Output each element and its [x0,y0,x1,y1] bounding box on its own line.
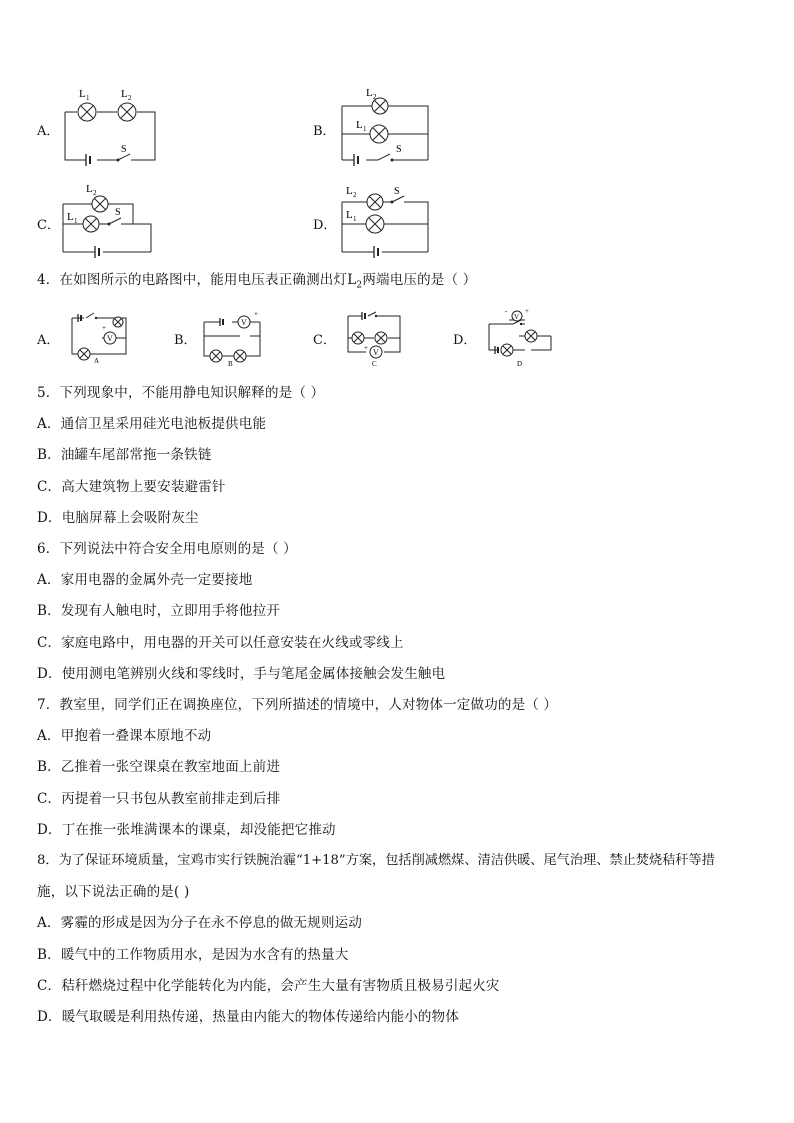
q8-option-a: A．雾霾的形成是因为分子在永不停息的做无规则运动 [37,915,363,931]
q3-circuit-b [330,84,440,170]
q4-option-b-letter: B． [174,333,197,348]
q4-circuit-a [66,310,132,366]
q8-option-d: D．暖气取暖是利用热传递，热量由内能大的物体传递给内能小的物体 [37,1009,460,1025]
q7-stem: 7．教室里，同学们正在调换座位，下列所描述的情境中，人对物体一定做功的是（ ） [37,697,558,713]
q8-stem-line1: 8．为了保证环境质量，宝鸡市实行铁腕治霾“1+18”方案，包括削减燃煤、清洁供暖、尾气治理、禁止焚烧秸秆等措 [37,853,715,868]
q4-stem-lamp-sub: 2 [356,280,363,291]
q3-circuit-c [55,180,165,266]
q6-stem: 6．下列说法中符合安全用电原则的是（ ） [37,541,297,557]
q4-option-a-letter: A． [37,333,60,348]
q5-stem: 5．下列现象中，不能用静电知识解释的是（ ） [37,385,325,401]
q3-a-l2: L [121,88,128,100]
q4-stem-lamp: L [347,272,357,288]
q8-option-c: C．秸秆燃烧过程中化学能转化为内能，会产生大量有害物质且极易引起火灾 [37,978,500,994]
q4-b-meter: V [241,318,247,327]
q3-c-l2-sub: 2 [93,189,97,197]
q3-b-l2: L [366,87,373,99]
q4-d-meter: V [514,313,520,321]
q4-stem [37,271,476,295]
q3-circuit-a [55,84,165,170]
q5-option-d: D．电脑屏幕上会吸附灰尘 [37,510,199,526]
q3-a-l1-sub: 1 [86,94,90,102]
q3-d-switch: S [394,186,400,197]
q3-b-l1: L [356,119,363,131]
q8-stem-line2: 施，以下说法正确的是( ) [37,884,190,900]
q4-c-plus: + [364,344,368,352]
q3-c-switch: S [115,207,121,218]
q3-circuit-d [330,180,440,266]
q3-option-c-letter: C． [37,218,60,233]
q5-option-c: C．高大建筑物上要安装避雷针 [37,479,226,495]
q5-option-a: A．通信卫星采用硅光电池板提供电能 [37,416,267,432]
q3-c-l1: L [67,211,74,223]
q7-option-d: D．丁在推一张堆满课本的课桌，却没能把它推动 [37,822,336,838]
q3-option-b-letter: B． [313,124,336,139]
q4-stem-end: 两端电压的是（ ） [362,272,477,288]
q4-circuit-d [485,307,557,368]
q4-option-c-letter: C． [313,333,336,348]
q3-c-l1-sub: 1 [74,217,78,225]
q6-option-d: D．使用测电笔辨别火线和零线时，手与笔尾金属体接触会发生触电 [37,666,446,682]
q4-d-caption: D [517,360,523,368]
q3-option-d-letter: D． [313,218,337,233]
q3-b-l2-sub: 2 [373,93,377,101]
q8-option-b: B．暖气中的工作物质用水，是因为水含有的热量大 [37,947,349,963]
q4-d-plus: + [525,307,529,315]
q4-b-plus: + [254,310,258,318]
q4-a-plus: + [102,324,106,332]
q4-b-caption: B [228,360,233,368]
q3-d-l2: L [346,185,353,197]
q6-option-b: B．发现有人触电时，立即用手将他拉开 [37,603,281,619]
q7-option-a: A．甲抱着一叠课本原地不动 [37,728,212,744]
q3-d-l2-sub: 2 [353,191,357,199]
q3-d-l1-sub: 1 [353,215,357,223]
q4-a-caption: A [94,357,100,365]
q3-a-l1: L [79,88,86,100]
q4-stem-text: 4．在如图所示的电路图中，能用电压表正确测出灯 [37,272,348,288]
q4-d-minus: - [505,307,508,315]
q3-option-a-letter: A． [37,124,60,139]
q4-c-caption: C [372,360,377,368]
q3-c-l2: L [86,183,93,195]
q4-a-meter: V [107,334,113,343]
q3-b-l1-sub: 1 [363,125,367,133]
q7-option-c: C．丙提着一只书包从教室前排走到后排 [37,791,281,807]
q4-circuit-c [340,306,406,366]
q7-option-b: B．乙推着一张空课桌在教室地面上前进 [37,759,281,775]
q6-option-a: A．家用电器的金属外壳一定要接地 [37,572,253,588]
q4-circuit-b [200,310,266,366]
q3-a-switch: S [121,144,127,155]
q3-d-l1: L [346,209,353,221]
q3-b-switch: S [396,144,402,155]
q3-a-l2-sub: 2 [128,94,132,102]
q4-c-meter: V [373,348,379,357]
q4-option-d-letter: D． [453,333,477,348]
q6-option-c: C．家庭电路中，用电器的开关可以任意安装在火线或零线上 [37,635,404,651]
q5-option-b: B．油罐车尾部常拖一条铁链 [37,447,212,463]
